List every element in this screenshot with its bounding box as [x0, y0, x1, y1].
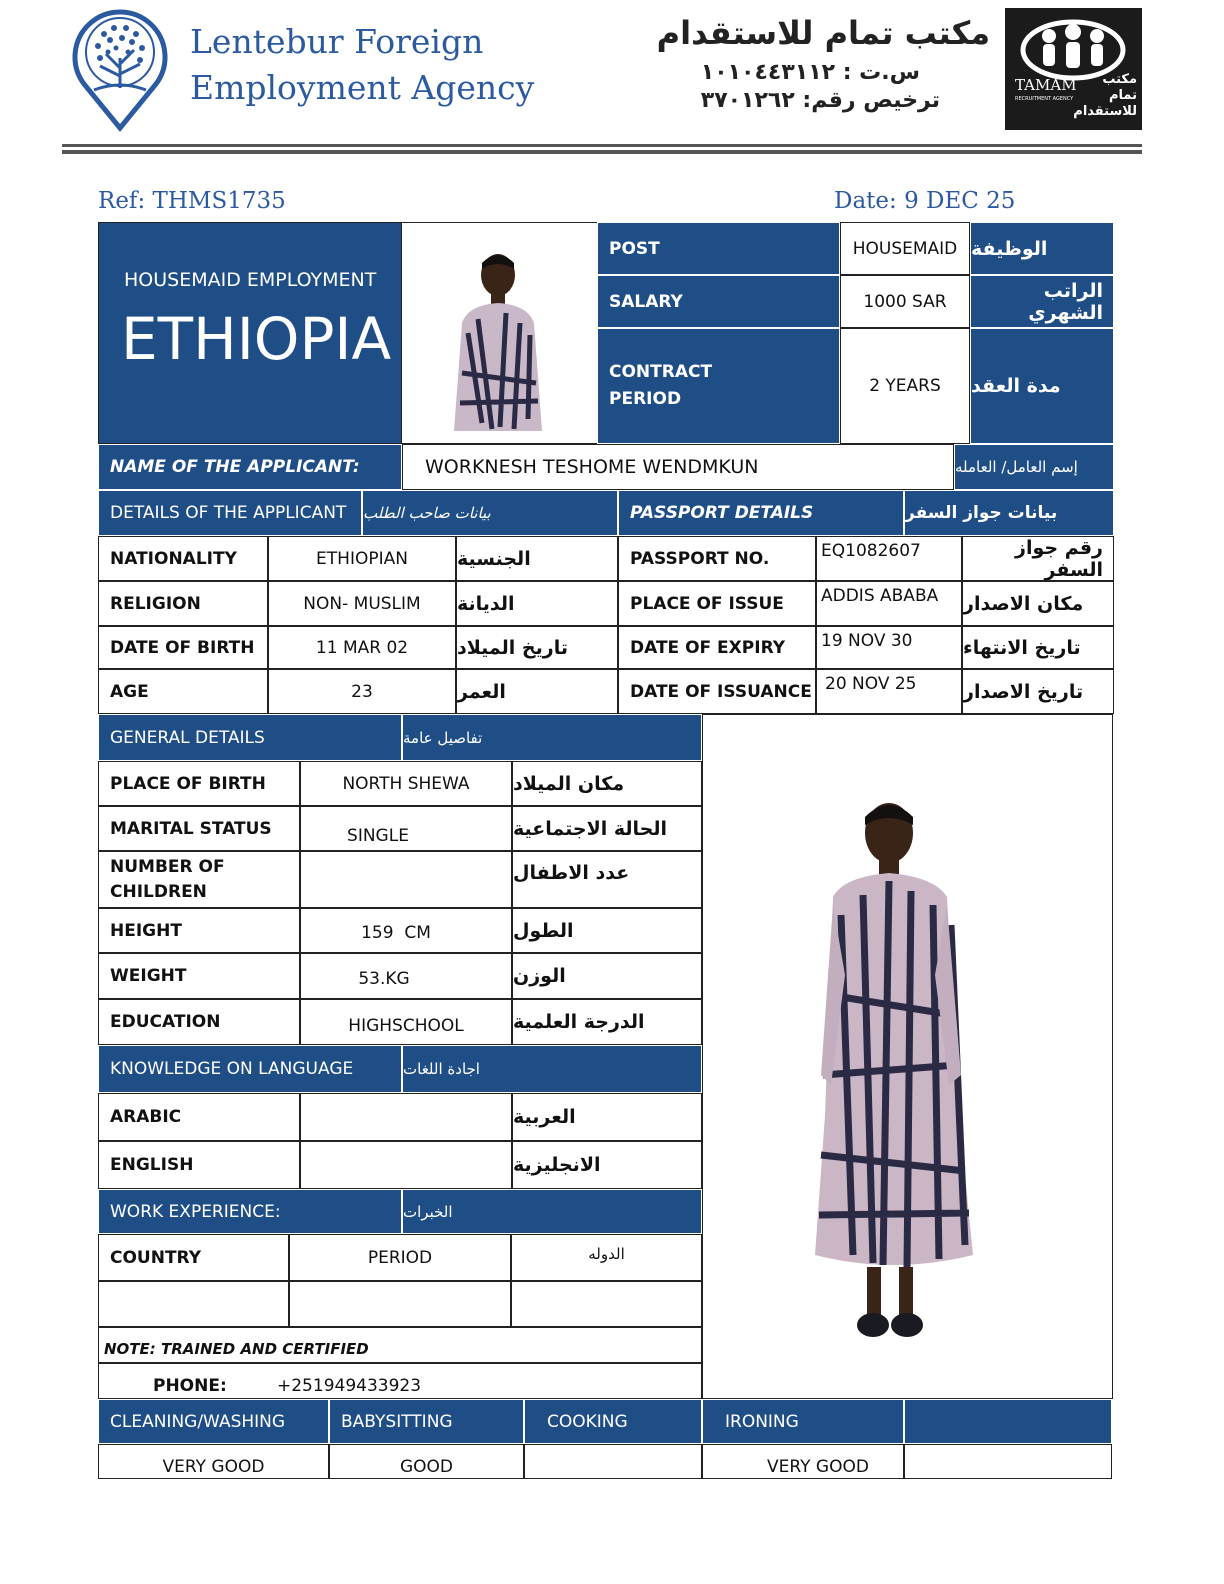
banner-subtitle: HOUSEMAID EMPLOYMENT	[124, 269, 377, 291]
header-divider-bottom	[62, 150, 1142, 154]
job-arabic-salary	[970, 275, 1114, 328]
nationality-label: NATIONALITY	[110, 548, 237, 569]
agency-logo	[70, 6, 170, 132]
pob-value: NORTH SHEWA	[342, 773, 470, 794]
details-section-title	[98, 490, 362, 536]
job-value-post	[840, 222, 970, 275]
note-row	[98, 1327, 702, 1363]
dob-value: 11 MAR 02	[315, 637, 409, 658]
language-section-arabic	[402, 1045, 702, 1093]
contract-label: CONTRACT PERIOD	[609, 362, 713, 409]
document-date: Date: 9 DEC 25	[834, 188, 1016, 214]
nationality-value: ETHIOPIAN	[316, 548, 408, 569]
pob-label: PLACE OF BIRTH	[110, 773, 266, 794]
arabic-agency-title: مكتب تمام للاستقدام	[656, 14, 990, 52]
skill-header-babysitting	[329, 1399, 524, 1444]
phone-value: +251949433923	[277, 1376, 422, 1396]
children-arabic: عدد الاطفال	[513, 862, 630, 884]
job-label-contract	[597, 328, 840, 444]
skill-ironing-value: VERY GOOD	[767, 1456, 869, 1477]
col-country: COUNTRY	[110, 1247, 202, 1268]
passport-no-arabic: رقم جواز السفر	[1015, 536, 1103, 581]
skill-value-babysitting	[329, 1444, 524, 1479]
job-value-contract	[840, 328, 970, 444]
arabic-license-number: ترخيص رقم: ٣٧٠١٢٦٢	[700, 88, 940, 113]
skill-header-empty	[904, 1399, 1112, 1444]
header-divider-top	[62, 144, 1142, 147]
applicant-name-text: WORKNESH TESHOME WENDMKUN	[425, 456, 759, 478]
dob-label: DATE OF BIRTH	[110, 637, 255, 658]
skill-value-cooking	[524, 1444, 702, 1479]
nationality-arabic: الجنسية	[457, 547, 531, 570]
education-value: HIGHSCHOOL	[348, 1016, 464, 1036]
salary-value: 1000 SAR	[863, 291, 947, 312]
expiry-arabic: تاريخ الانتهاء	[963, 636, 1081, 659]
height-value: 159 CM	[361, 922, 431, 943]
applicant-name-value	[402, 444, 954, 490]
pob-arabic: مكان الميلاد	[513, 772, 625, 795]
contract-value: 2 YEARS	[869, 376, 941, 396]
tree-pin-icon	[70, 6, 170, 132]
skill-babysitting-value: GOOD	[399, 1456, 454, 1477]
agency-name-line2: Employment Agency	[190, 68, 535, 107]
passport-arabic-text: بيانات جواز السفر	[905, 503, 1058, 523]
place-of-issue-label: PLACE OF ISSUE	[630, 593, 784, 614]
skill-cleaning-label: CLEANING/WASHING	[110, 1411, 286, 1432]
weight-value: 53.KG	[358, 969, 410, 989]
post-arabic: الوظيفة	[971, 237, 1048, 260]
skill-cleaning-value: VERY GOOD	[162, 1456, 265, 1477]
education-label: EDUCATION	[110, 1012, 221, 1032]
job-label-salary	[597, 275, 840, 328]
applicant-name-label	[98, 444, 402, 490]
issuance-value: 20 NOV 25	[825, 674, 917, 694]
skill-ironing-label: IRONING	[725, 1411, 799, 1432]
language-title-text: KNOWLEDGE ON LANGUAGE	[110, 1059, 354, 1079]
passport-section-title	[618, 490, 904, 536]
passport-section-arabic	[904, 490, 1114, 536]
applicant-full-body-photo	[702, 714, 1113, 1399]
weight-arabic: الوزن	[513, 965, 566, 987]
experience-section-title	[98, 1189, 402, 1234]
skill-header-cooking	[524, 1399, 702, 1444]
arabic-lang-label: ARABIC	[110, 1107, 182, 1127]
marital-arabic: الحالة الاجتماعية	[513, 817, 667, 840]
language-arabic-text: اجادة اللغات	[403, 1060, 480, 1078]
general-title-text: GENERAL DETAILS	[110, 727, 265, 748]
details-arabic-text: بيانات صاحب الطلب	[363, 504, 491, 522]
language-section-title	[98, 1045, 402, 1093]
general-section-title	[98, 714, 402, 761]
person-photo-icon	[402, 223, 597, 445]
note-text: NOTE: TRAINED AND CERTIFIED	[104, 1340, 369, 1358]
place-of-issue-value: ADDIS ABABA	[821, 586, 939, 606]
general-arabic-text: تفاصيل عامة	[403, 728, 483, 747]
issuance-label: DATE OF ISSUANCE	[630, 681, 812, 702]
education-arabic: الدرجة العلمية	[513, 1011, 645, 1033]
skill-value-cleaning	[98, 1444, 329, 1479]
marital-label: MARITAL STATUS	[110, 818, 272, 839]
age-value: 23	[351, 681, 373, 702]
banner-country: ETHIOPIA	[121, 305, 392, 373]
phone-row	[98, 1363, 702, 1399]
details-section-arabic	[362, 490, 618, 536]
experience-section-arabic	[402, 1189, 702, 1234]
place-of-issue-arabic: مكان الاصدار	[963, 592, 1084, 615]
passport-title-text: PASSPORT DETAILS	[630, 503, 814, 523]
arabic-cr-number: س.ت : ١٠١٠٤٤٣١١٢	[700, 60, 920, 85]
employment-banner	[98, 222, 402, 444]
passport-no-value: EQ1082607	[821, 541, 921, 561]
phone-label: PHONE:	[153, 1376, 227, 1396]
marital-value: SINGLE	[347, 825, 409, 846]
tamam-logo-arabic: مكتب تمام للاستقدام	[1073, 72, 1137, 119]
post-label: POST	[609, 238, 660, 259]
tamam-logo-sub: RECRUITMENT AGENCY	[1015, 96, 1074, 102]
skill-header-cleaning	[98, 1399, 329, 1444]
arabic-lang-arabic: العربية	[513, 1106, 576, 1128]
general-section-arabic	[402, 714, 702, 761]
agency-name-line1: Lentebur Foreign	[190, 22, 484, 61]
skill-cooking-label: COOKING	[547, 1411, 628, 1432]
weight-label: WEIGHT	[110, 966, 187, 986]
passport-no-label: PASSPORT NO.	[630, 548, 770, 569]
issuance-arabic: تاريخ الاصدار	[963, 680, 1084, 703]
skill-header-ironing	[702, 1399, 904, 1444]
age-arabic: العمر	[457, 680, 506, 703]
job-label-post	[597, 222, 840, 275]
height-label: HEIGHT	[110, 920, 182, 941]
applicant-portrait-photo	[402, 222, 597, 444]
religion-label: RELIGION	[110, 593, 201, 614]
age-label: AGE	[110, 681, 149, 702]
salary-arabic: الراتب الشهري	[1028, 279, 1103, 324]
salary-label: SALARY	[609, 291, 683, 312]
english-lang-arabic: الانجليزية	[513, 1154, 601, 1176]
job-arabic-post	[970, 222, 1114, 275]
skill-value-ironing	[702, 1444, 904, 1479]
children-label: NUMBER OF CHILDREN	[110, 856, 225, 902]
height-arabic: الطول	[513, 919, 574, 942]
expiry-value: 19 NOV 30	[821, 631, 913, 651]
col-arabic: الدوله	[588, 1245, 625, 1263]
applicant-arabic-text: إسم العامل/ العامله	[955, 458, 1078, 476]
applicant-label-text: NAME OF THE APPLICANT:	[110, 457, 360, 477]
job-arabic-contract	[970, 328, 1114, 444]
job-value-salary	[840, 275, 970, 328]
religion-value: NON- MUSLIM	[303, 593, 421, 614]
col-period: PERIOD	[367, 1247, 433, 1268]
tamam-logo	[1005, 8, 1142, 130]
person-full-photo-icon	[703, 715, 1114, 1400]
dob-arabic: تاريخ الميلاد	[457, 636, 568, 659]
applicant-name-arabic	[954, 444, 1114, 490]
post-value: HOUSEMAID	[852, 238, 958, 259]
skill-value-empty	[904, 1444, 1112, 1479]
tamam-logo-text: TAMAM	[1015, 76, 1077, 94]
english-lang-label: ENGLISH	[110, 1155, 194, 1175]
experience-title-text: WORK EXPERIENCE:	[110, 1201, 281, 1222]
experience-arabic-text: الخبرات	[403, 1202, 453, 1221]
skill-babysitting-label: BABYSITTING	[341, 1411, 453, 1432]
reference-number: Ref: THMS1735	[98, 188, 286, 214]
details-title-text: DETAILS OF THE APPLICANT	[110, 503, 347, 523]
expiry-label: DATE OF EXPIRY	[630, 637, 786, 658]
contract-arabic: مدة العقد	[971, 375, 1061, 397]
religion-arabic: الديانة	[457, 592, 515, 615]
